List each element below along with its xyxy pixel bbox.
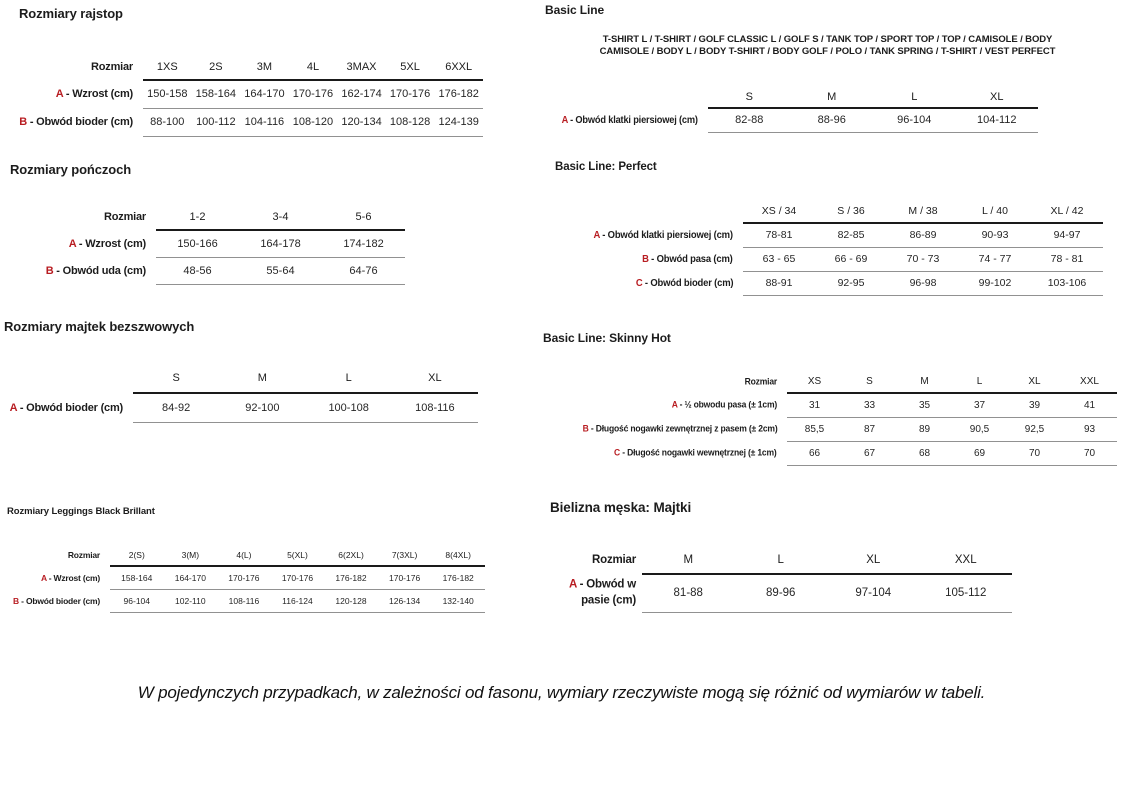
size-header-row — [5, 54, 483, 80]
size-column-header: 2S — [192, 54, 241, 80]
size-corner-label: Rozmiar — [744, 376, 777, 388]
size-column-header: 5(XL) — [271, 544, 325, 566]
corner-cell — [545, 86, 708, 108]
size-column-header: 5XL — [386, 54, 435, 80]
size-table — [10, 544, 485, 613]
size-value-cell: 104-116 — [240, 108, 289, 136]
measurement-label-cell — [10, 589, 110, 612]
size-table-bielizna-meska — [552, 547, 1012, 613]
size-header-row — [571, 200, 1103, 223]
measurement-letter: B — [13, 595, 19, 606]
measurement-label: B - Obwód bioder (cm) — [19, 116, 133, 128]
size-header-row — [545, 86, 1038, 108]
size-header-row — [25, 204, 405, 230]
size-value-cell: 150-166 — [156, 230, 239, 257]
measurement-row — [10, 589, 485, 612]
size-column-header: M / 38 — [887, 200, 959, 223]
measurement-label-cell — [10, 566, 110, 589]
size-value-cell: 120-134 — [337, 108, 386, 136]
size-column-header: 7(3XL) — [378, 544, 432, 566]
section-title-majtki-bezszwowe: Rozmiary majtek bezszwowych — [4, 319, 195, 334]
size-corner-label: Rozmiar — [67, 550, 100, 560]
size-column-header: L — [952, 371, 1007, 393]
size-column-header: 1XS — [143, 54, 192, 80]
size-column-header: L — [873, 86, 956, 108]
measurement-label: B - Długość nogawki zewnętrznej z pasem (± 2cm) — [582, 423, 777, 435]
size-value-cell: 82-85 — [815, 223, 887, 247]
size-value-cell: 33 — [842, 393, 897, 417]
measurement-label-cell — [543, 393, 787, 417]
size-column-header: XL — [827, 547, 920, 574]
size-value-cell: 158-164 — [110, 566, 164, 589]
measurement-row — [543, 393, 1117, 417]
size-value-cell: 74 - 77 — [959, 247, 1031, 271]
basic-line-product-list — [545, 34, 1110, 57]
measurement-label-cell — [5, 108, 143, 136]
section-title-basic-line: Basic Line — [545, 3, 605, 17]
size-value-cell: 105-112 — [920, 574, 1013, 612]
size-table — [552, 547, 1012, 613]
size-value-cell: 37 — [952, 393, 1007, 417]
measurement-letter: A — [561, 114, 568, 126]
size-value-cell: 41 — [1062, 393, 1117, 417]
measurement-row — [5, 108, 483, 136]
size-value-cell: 108-128 — [386, 108, 435, 136]
size-column-header: 3M — [240, 54, 289, 80]
size-header-row — [543, 371, 1117, 393]
size-column-header: 6XXL — [434, 54, 483, 80]
size-value-cell: 82-88 — [708, 108, 791, 132]
measurement-label-cell — [5, 80, 143, 108]
measurement-label: A - Obwód w pasie (cm) — [568, 578, 636, 606]
size-value-cell: 81-88 — [642, 574, 735, 612]
measurement-letter: A — [568, 578, 577, 591]
size-value-cell: 87 — [842, 417, 897, 441]
section-title-ponczochy: Rozmiary pończoch — [10, 162, 132, 177]
product-list-line-2: CAMISOLE / BODY L / BODY T-SHIRT / BODY GOLF / POLO / TANK SPRING / T-SHIRT / VEST PERFECT — [599, 45, 1056, 57]
size-value-cell: 170-176 — [217, 566, 271, 589]
size-value-cell: 102-110 — [164, 589, 218, 612]
size-value-cell: 108-120 — [289, 108, 338, 136]
size-value-cell: 158-164 — [192, 80, 241, 108]
size-value-cell: 92,5 — [1007, 417, 1062, 441]
size-value-cell: 66 — [787, 441, 842, 465]
size-column-header: L / 40 — [959, 200, 1031, 223]
size-table — [25, 204, 405, 285]
size-value-cell: 104-112 — [956, 108, 1039, 132]
corner-cell — [571, 200, 743, 223]
measurement-label-cell — [5, 393, 133, 422]
measurement-row — [25, 257, 405, 284]
size-value-cell: 97-104 — [827, 574, 920, 612]
size-value-cell: 67 — [842, 441, 897, 465]
size-value-cell: 170-176 — [378, 566, 432, 589]
size-value-cell: 100-112 — [192, 108, 241, 136]
measurement-letter: A — [68, 237, 77, 250]
measurement-label-cell — [25, 230, 156, 257]
size-value-cell: 94-97 — [1031, 223, 1103, 247]
measurement-label-cell — [552, 574, 642, 612]
size-column-header: M — [897, 371, 952, 393]
size-header-row — [10, 544, 485, 566]
size-column-header: L — [735, 547, 828, 574]
size-value-cell: 164-170 — [240, 80, 289, 108]
size-column-header: L — [306, 364, 392, 393]
size-value-cell: 170-176 — [386, 80, 435, 108]
size-column-header: 3(M) — [164, 544, 218, 566]
size-value-cell: 84-92 — [133, 393, 219, 422]
corner-cell — [552, 547, 642, 574]
size-column-header: M — [642, 547, 735, 574]
section-title-rajstopy: Rozmiary rajstop — [19, 6, 123, 21]
size-column-header: XS / 34 — [743, 200, 815, 223]
measurement-letter: A — [9, 401, 17, 414]
size-corner-label: Rozmiar — [91, 61, 133, 73]
size-value-cell: 70 — [1007, 441, 1062, 465]
size-column-header: 4(L) — [217, 544, 271, 566]
measurement-label-cell — [571, 271, 743, 295]
size-value-cell: 68 — [897, 441, 952, 465]
size-value-cell: 55-64 — [239, 257, 322, 284]
size-value-cell: 88-91 — [743, 271, 815, 295]
section-title-bielizna-meska: Bielizna męska: Majtki — [550, 500, 692, 515]
size-column-header: M — [219, 364, 305, 393]
size-value-cell: 96-104 — [110, 589, 164, 612]
size-column-header: S — [842, 371, 897, 393]
size-value-cell: 78-81 — [743, 223, 815, 247]
section-title-leggings: Rozmiary Leggings Black Brillant — [7, 506, 155, 517]
footer-disclaimer-note: W pojedynczych przypadkach, w zależności od fasonu, wymiary rzeczywiste mogą się różnić od wymiarów w tabeli. — [137, 683, 986, 702]
size-column-header: S — [133, 364, 219, 393]
size-table-basic-line-skinny-hot — [543, 371, 1117, 466]
size-value-cell: 31 — [787, 393, 842, 417]
size-value-cell: 176-182 — [324, 566, 378, 589]
size-column-header: 6(2XL) — [324, 544, 378, 566]
size-value-cell: 78 - 81 — [1031, 247, 1103, 271]
size-value-cell: 88-96 — [791, 108, 874, 132]
size-value-cell: 66 - 69 — [815, 247, 887, 271]
size-column-header: XL / 42 — [1031, 200, 1103, 223]
size-value-cell: 92-95 — [815, 271, 887, 295]
size-value-cell: 103-106 — [1031, 271, 1103, 295]
measurement-label: A - ½ obwodu pasa (± 1cm) — [671, 399, 777, 411]
size-table — [5, 364, 478, 423]
measurement-letter: C — [635, 277, 643, 289]
size-column-header: 3MAX — [337, 54, 386, 80]
measurement-label-cell — [543, 417, 787, 441]
measurement-row — [571, 223, 1103, 247]
measurement-row — [5, 80, 483, 108]
size-corner-label: Rozmiar — [592, 553, 636, 566]
size-value-cell: 89-96 — [735, 574, 828, 612]
size-table — [545, 86, 1038, 133]
size-value-cell: 88-100 — [143, 108, 192, 136]
size-value-cell: 86-89 — [887, 223, 959, 247]
measurement-label-cell — [543, 441, 787, 465]
size-value-cell: 48-56 — [156, 257, 239, 284]
size-column-header: 2(S) — [110, 544, 164, 566]
size-column-header: 4L — [289, 54, 338, 80]
size-column-header: XXL — [1062, 371, 1117, 393]
size-value-cell: 93 — [1062, 417, 1117, 441]
measurement-label: A - Wzrost (cm) — [68, 237, 146, 250]
size-column-header: XS — [787, 371, 842, 393]
measurement-label: A - Obwód klatki piersiowej (cm) — [593, 229, 733, 241]
size-value-cell: 96-98 — [887, 271, 959, 295]
size-value-cell: 90-93 — [959, 223, 1031, 247]
measurement-row — [10, 566, 485, 589]
measurement-row — [571, 271, 1103, 295]
size-column-header: 1-2 — [156, 204, 239, 230]
size-table-basic-line — [545, 86, 1038, 133]
size-column-header: S — [708, 86, 791, 108]
size-value-cell: 170-176 — [271, 566, 325, 589]
size-column-header: XL — [1007, 371, 1062, 393]
size-value-cell: 170-176 — [289, 80, 338, 108]
size-value-cell: 100-108 — [306, 393, 392, 422]
size-value-cell: 164-170 — [164, 566, 218, 589]
measurement-row — [25, 230, 405, 257]
measurement-label: A - Obwód klatki piersiowej (cm) — [561, 114, 698, 126]
size-column-header: M — [791, 86, 874, 108]
size-column-header: XL — [392, 364, 478, 393]
measurement-label-cell — [571, 247, 743, 271]
size-value-cell: 89 — [897, 417, 952, 441]
size-value-cell: 85,5 — [787, 417, 842, 441]
size-value-cell: 70 — [1062, 441, 1117, 465]
measurement-letter: B — [582, 423, 589, 435]
measurement-row — [571, 247, 1103, 271]
measurement-label: A - Wzrost (cm) — [55, 88, 133, 100]
size-value-cell: 176-182 — [434, 80, 483, 108]
size-value-cell: 90,5 — [952, 417, 1007, 441]
size-table-ponczochy — [25, 204, 405, 285]
size-value-cell: 92-100 — [219, 393, 305, 422]
size-header-row — [552, 547, 1012, 574]
measurement-letter: B — [45, 264, 54, 277]
size-value-cell: 150-158 — [143, 80, 192, 108]
size-value-cell: 70 - 73 — [887, 247, 959, 271]
size-header-row — [5, 364, 478, 393]
size-value-cell: 99-102 — [959, 271, 1031, 295]
size-table-basic-line-perfect — [571, 200, 1103, 296]
corner-cell — [543, 371, 787, 393]
size-value-cell: 116-124 — [271, 589, 325, 612]
measurement-label-cell — [571, 223, 743, 247]
size-column-header: S / 36 — [815, 200, 887, 223]
size-value-cell: 164-178 — [239, 230, 322, 257]
measurement-label-cell — [25, 257, 156, 284]
size-value-cell: 162-174 — [337, 80, 386, 108]
size-value-cell: 63 - 65 — [743, 247, 815, 271]
measurement-label: B - Obwód uda (cm) — [45, 264, 146, 277]
size-value-cell: 120-128 — [324, 589, 378, 612]
measurement-row — [5, 393, 478, 422]
size-value-cell: 108-116 — [217, 589, 271, 612]
measurement-row — [552, 574, 1012, 612]
size-column-header: 8(4XL) — [431, 544, 485, 566]
measurement-label: C - Obwód bioder (cm) — [635, 277, 733, 289]
size-table-majtki-bezszwowe — [5, 364, 478, 423]
measurement-label: B - Obwód pasa (cm) — [642, 253, 733, 265]
measurement-label: C - Długość nogawki wewnętrznej (± 1cm) — [614, 447, 777, 459]
size-value-cell: 132-140 — [431, 589, 485, 612]
measurement-row — [543, 417, 1117, 441]
measurement-letter: A — [671, 399, 678, 411]
measurement-label: A - Wzrost (cm) — [40, 572, 100, 583]
corner-cell — [25, 204, 156, 230]
corner-cell — [5, 54, 143, 80]
size-table — [571, 200, 1103, 296]
corner-cell — [5, 364, 133, 393]
measurement-letter: B — [19, 116, 27, 128]
size-value-cell: 124-139 — [434, 108, 483, 136]
size-column-header: XL — [956, 86, 1039, 108]
size-value-cell: 35 — [897, 393, 952, 417]
size-value-cell: 126-134 — [378, 589, 432, 612]
measurement-row — [545, 108, 1038, 132]
measurement-label: A - Obwód bioder (cm) — [9, 401, 123, 414]
measurement-letter: A — [55, 88, 64, 100]
size-table — [5, 54, 483, 137]
size-corner-label: Rozmiar — [104, 211, 146, 223]
size-column-header: 3-4 — [239, 204, 322, 230]
size-value-cell: 96-104 — [873, 108, 956, 132]
size-column-header: 5-6 — [322, 204, 405, 230]
size-value-cell: 176-182 — [431, 566, 485, 589]
size-table-leggings — [10, 544, 485, 613]
size-value-cell: 108-116 — [392, 393, 478, 422]
section-title-basic-line-skinny-hot: Basic Line: Skinny Hot — [543, 331, 671, 345]
size-value-cell: 174-182 — [322, 230, 405, 257]
measurement-letter: B — [642, 253, 650, 265]
measurement-label-cell — [545, 108, 708, 132]
section-title-basic-line-perfect: Basic Line: Perfect — [555, 161, 657, 173]
measurement-letter: A — [593, 229, 600, 241]
size-table-rajstopy — [5, 54, 483, 137]
size-value-cell: 64-76 — [322, 257, 405, 284]
size-value-cell: 39 — [1007, 393, 1062, 417]
size-table — [543, 371, 1117, 466]
size-column-header: XXL — [920, 547, 1013, 574]
measurement-letter: A — [40, 572, 47, 583]
measurement-row — [543, 441, 1117, 465]
size-value-cell: 69 — [952, 441, 1007, 465]
measurement-letter: C — [614, 447, 621, 459]
measurement-label: B - Obwód bioder (cm) — [13, 595, 100, 606]
corner-cell — [10, 544, 110, 566]
product-list-line-1: T-SHIRT L / T-SHIRT / GOLF CLASSIC L / GOLF S / TANK TOP / SPORT TOP / TOP / CAMISOLE / BODY — [602, 34, 1053, 45]
